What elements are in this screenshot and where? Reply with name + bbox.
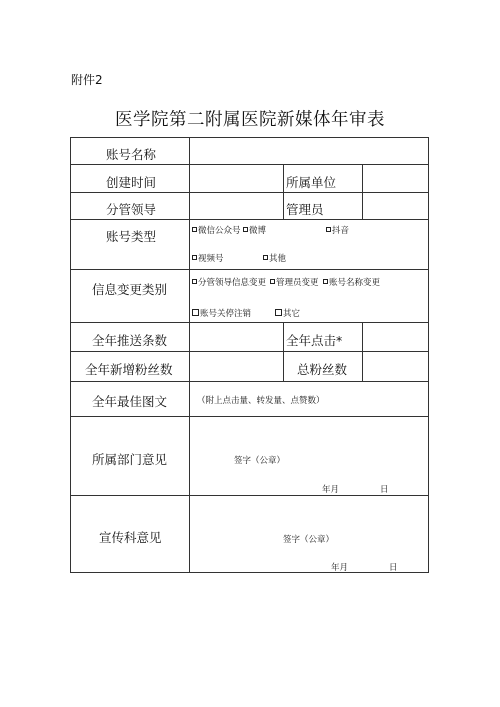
column-divider [283, 322, 284, 381]
pushes-label: 全年推送条数 [92, 333, 168, 348]
page-title: 医学院第二附属医院新媒体年审表 [115, 110, 385, 130]
checkbox-icon [275, 309, 282, 316]
change-option-closure[interactable]: 账号关停注销 [192, 307, 251, 319]
checkbox-icon [270, 279, 275, 284]
dept-sign-label: 签字（公章） [234, 456, 286, 466]
created-time-label: 创建时间 [106, 175, 157, 190]
column-divider [283, 164, 284, 219]
clicks-label: 全年点击* [286, 333, 343, 348]
change-option-admin[interactable]: 管理员变更 [270, 276, 319, 288]
publicity-opinion-label: 宣传科意见 [99, 530, 162, 545]
type-option-channels[interactable]: 视频号 [192, 252, 224, 264]
row-divider [71, 269, 428, 270]
row-divider [71, 381, 428, 382]
checkbox-icon [192, 227, 197, 232]
attachment-label: 附件2 [71, 73, 103, 87]
change-option-leader[interactable]: 分管领导信息变更 [192, 276, 266, 288]
created-time-field[interactable] [190, 165, 283, 192]
total-fans-field[interactable] [363, 352, 428, 381]
row-divider [71, 495, 428, 496]
change-type-label: 信息变更类别 [92, 282, 168, 297]
total-fans-label: 总粉丝数 [297, 362, 348, 377]
row-divider [71, 219, 428, 220]
best-article-label: 全年最佳图文 [92, 394, 168, 409]
dept-opinion-label: 所属部门意见 [92, 452, 168, 467]
review-form-table [70, 137, 429, 573]
pushes-field[interactable] [190, 323, 283, 351]
checkbox-icon [263, 255, 268, 260]
leader-field[interactable] [190, 193, 283, 219]
new-fans-field[interactable] [190, 352, 283, 381]
admin-field[interactable] [363, 193, 428, 219]
pub-year-month-label: 年月 [331, 563, 349, 573]
row-divider [71, 416, 428, 417]
account-type-label: 账号类型 [106, 229, 157, 244]
pub-sign-label: 签字（公章） [283, 535, 335, 545]
checkbox-icon [243, 227, 248, 232]
best-article-note: （附上点击量、转发量、点赞数） [197, 396, 325, 406]
type-option-weibo[interactable]: 微博 [243, 224, 266, 236]
checkbox-icon [192, 279, 197, 284]
type-option-wechat[interactable]: 微信公众号 [192, 224, 241, 236]
department-field[interactable] [363, 165, 428, 192]
admin-label: 管理员 [286, 202, 324, 217]
department-label: 所属单位 [286, 175, 337, 190]
account-name-label: 账号名称 [106, 147, 157, 162]
dept-year-month-label: 年月 [322, 485, 340, 495]
dept-day-label: 日 [380, 485, 389, 495]
type-option-douyin[interactable]: 抖音 [326, 224, 349, 236]
new-fans-label: 全年新增粉丝数 [85, 362, 173, 377]
checkbox-icon [323, 279, 328, 284]
checkbox-icon [192, 309, 199, 316]
change-option-other[interactable]: 其它 [275, 307, 300, 319]
leader-label: 分管领导 [106, 202, 157, 217]
checkbox-icon [326, 227, 331, 232]
type-option-other[interactable]: 其他 [263, 252, 286, 264]
change-option-name[interactable]: 账号名称变更 [323, 276, 380, 288]
checkbox-icon [192, 255, 197, 260]
pub-day-label: 日 [389, 563, 398, 573]
account-name-field[interactable] [190, 138, 428, 164]
clicks-field[interactable] [363, 323, 428, 351]
